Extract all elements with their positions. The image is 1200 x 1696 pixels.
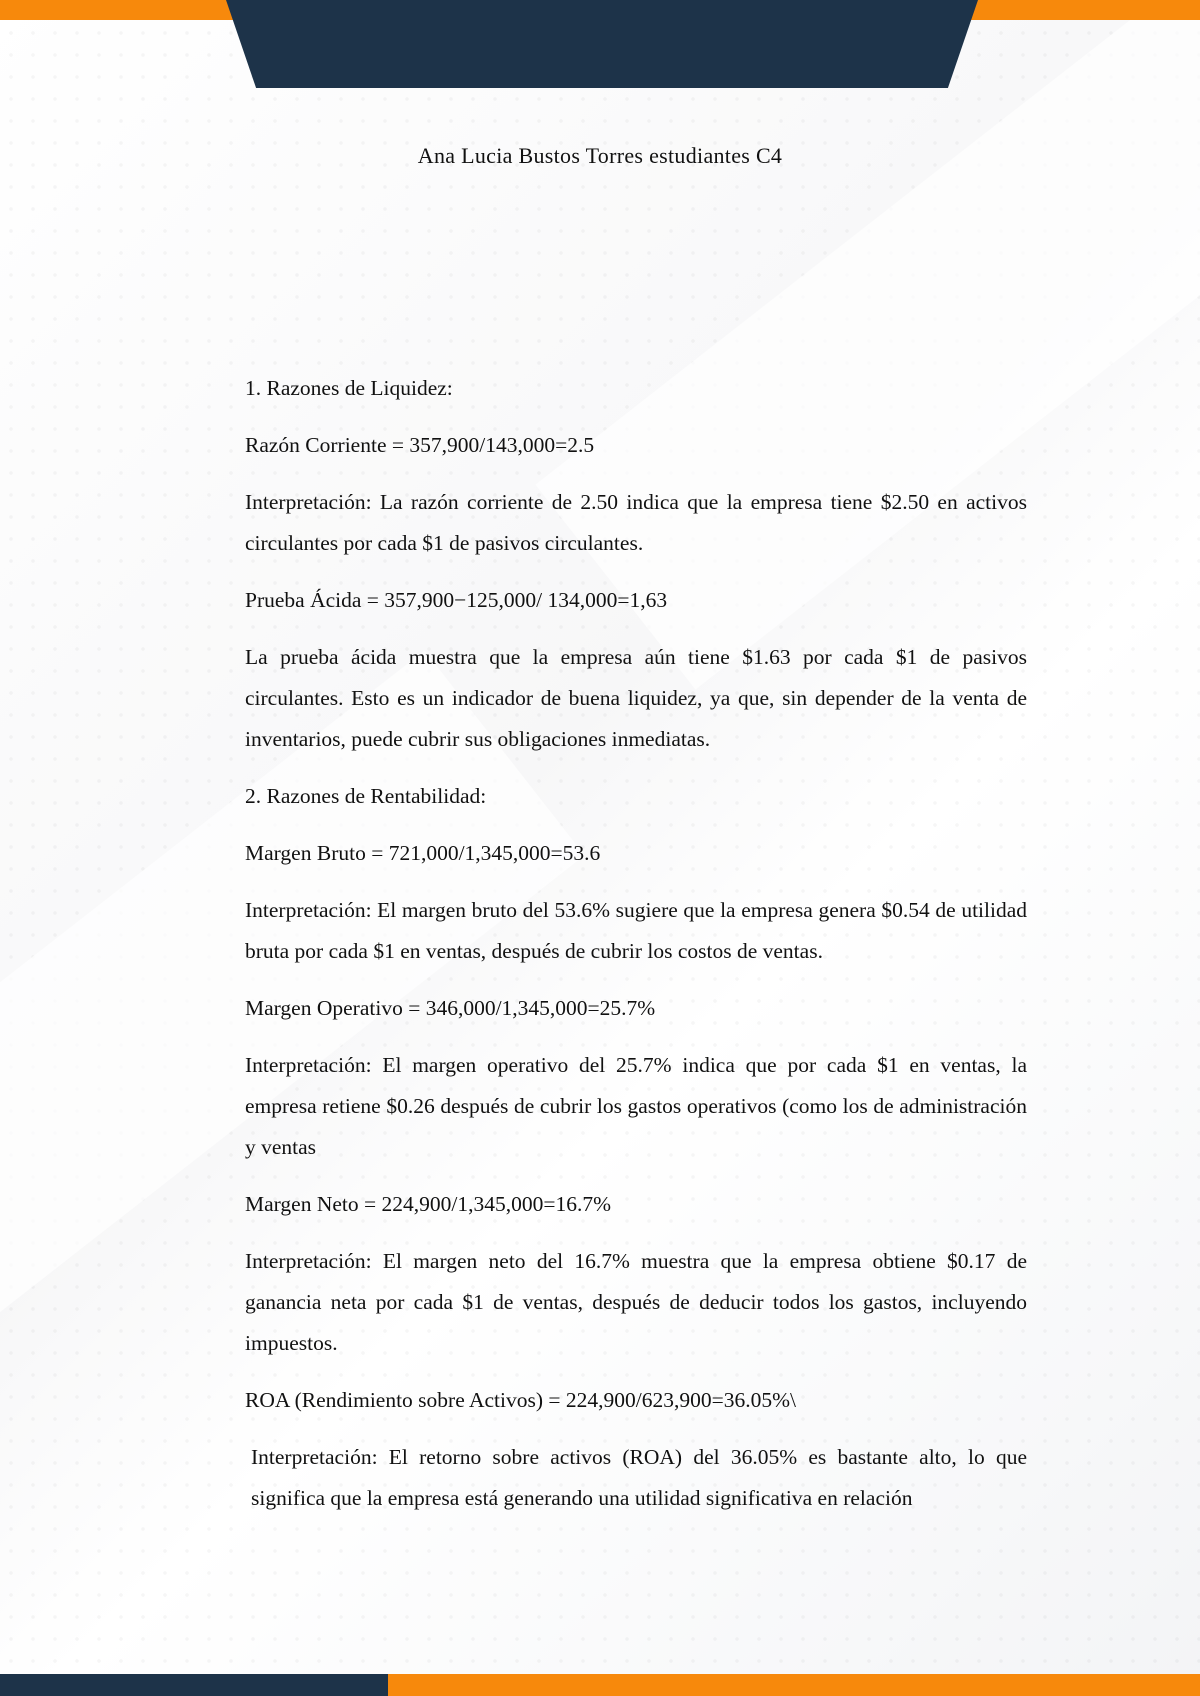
interp-margen-operativo: Interpretación: El margen operativo del 25.7% indica que por cada $1 en ventas, la empresa retiene $0.26 después de cubrir los gastos operativos (como los de administración y ventas bbox=[245, 1053, 1027, 1159]
interp-prueba-acida: La prueba ácida muestra que la empresa aún tiene $1.63 por cada $1 de pasivos circulantes. Esto es un indicador de buena liquidez, ya que, sin depender de la venta de inventarios, puede cubrir sus obligaciones inmediatas. bbox=[245, 645, 1027, 751]
interp-razon-corriente: Interpretación: La razón corriente de 2.50 indica que la empresa tiene $2.50 en activos circulantes por cada $1 de pasivos circulantes. bbox=[245, 490, 1027, 555]
header-navy-tab bbox=[226, 0, 978, 88]
formula-margen-operativo: Margen Operativo = 346,000/1,345,000=25.7% bbox=[245, 996, 656, 1020]
interp-margen-bruto: Interpretación: El margen bruto del 53.6% sugiere que la empresa genera $0.54 de utilidad bruta por cada $1 en ventas, después de cubrir los costos de ventas. bbox=[245, 898, 1027, 963]
interp-margen-neto: Interpretación: El margen neto del 16.7% muestra que la empresa obtiene $0.17 de ganancia neta por cada $1 de ventas, después de deducir todos los gastos, incluyendo impuestos. bbox=[245, 1249, 1027, 1355]
document-body bbox=[245, 368, 1027, 1535]
footer-navy-bar bbox=[0, 1674, 388, 1696]
formula-razon-corriente: Razón Corriente = 357,900/143,000=2.5 bbox=[245, 433, 595, 457]
author-line: Ana Lucia Bustos Torres estudiantes C4 bbox=[417, 143, 783, 168]
formula-roa: ROA (Rendimiento sobre Activos) = 224,900/623,900=36.05%\ bbox=[245, 1388, 796, 1412]
formula-margen-neto: Margen Neto = 224,900/1,345,000=16.7% bbox=[245, 1192, 612, 1216]
formula-margen-bruto: Margen Bruto = 721,000/1,345,000=53.6 bbox=[245, 841, 601, 865]
section-title-rentabilidad: 2. Razones de Rentabilidad: bbox=[245, 784, 487, 808]
interp-roa: Interpretación: El retorno sobre activos (ROA) del 36.05% es bastante alto, lo que significa que la empresa está generando una utilidad significativa en relación bbox=[251, 1445, 1027, 1510]
footer-orange-bar bbox=[388, 1674, 1200, 1696]
formula-prueba-acida: Prueba Ácida = 357,900−125,000/ 134,000=1,63 bbox=[245, 588, 668, 612]
section-title-liquidez: 1. Razones de Liquidez: bbox=[245, 376, 453, 400]
